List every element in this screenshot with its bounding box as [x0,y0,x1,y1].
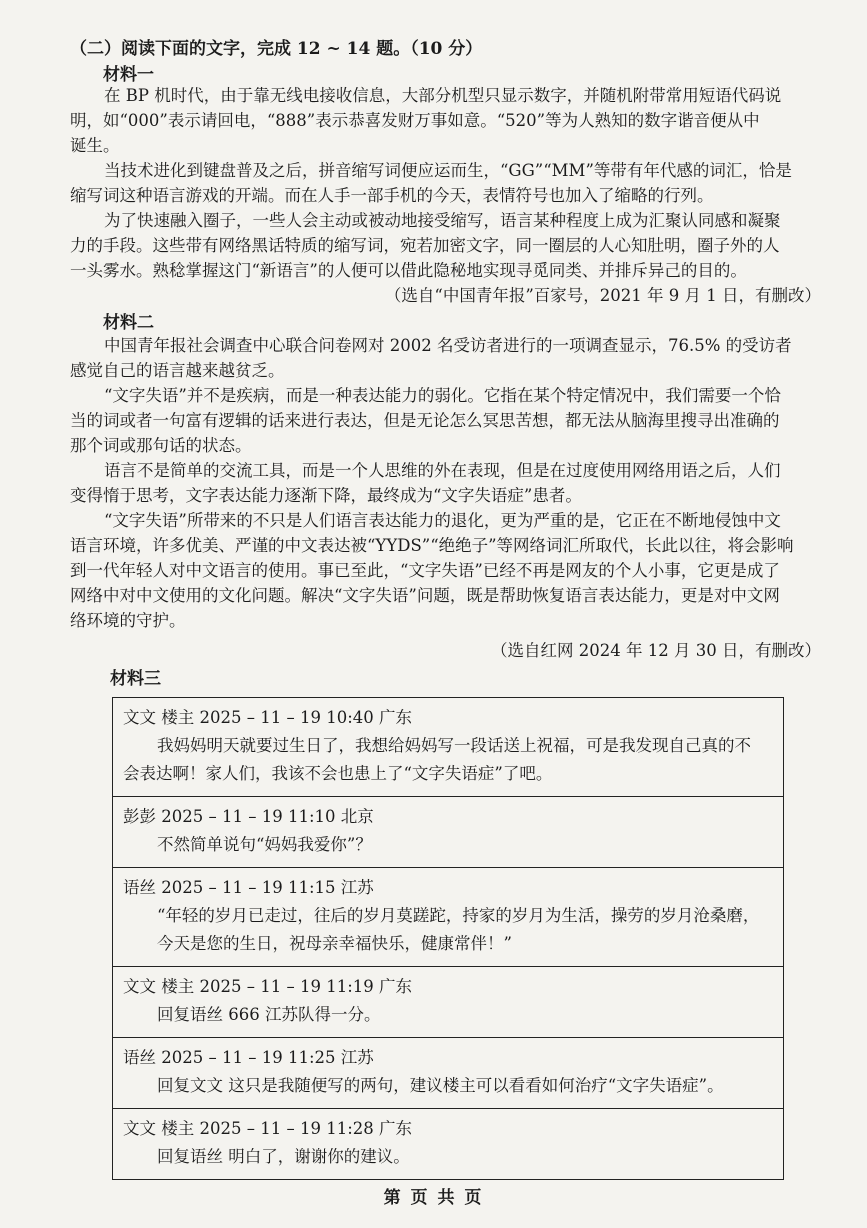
material2-line: 网络中对中文使用的文化问题。解决“文字失语”问题，既是帮助恢复语言表达能力，更是对中文网 [70,586,780,605]
material2-line: 到一代年轻人对中文语言的使用。事已至此，“文字失语”已经不再是网友的个人小事，它更是成了 [70,561,780,580]
material2-line: 当的词或者一句富有逻辑的话来进行表达，但是无论怎么冥思苦想，都无法从脑海里搜寻出准确的 [70,411,780,430]
material2-line: 语言环境，许多优美、严谨的中文表达被“YYDS”“绝绝子”等网络词汇所取代，长此以往，将会影响 [70,536,794,555]
material1-line: 为了快速融入圈子，一些人会主动或被动地接受缩写，语言某种程度上成为汇聚认同感和凝聚 [104,211,781,230]
post-text: 不然简单说句“妈妈我爱你”？ [157,835,372,854]
material1-line: 一头雾水。熟稔掌握这门“新语言”的人便可以借此隐秘地实现寻觅同类、并排斥异己的目的。 [70,261,747,280]
forum-post [113,698,784,797]
material1-line: 在 BP 机时代，由于靠无线电接收信息，大部分机型只显示数字，并随机附带常用短语代码说 [104,86,782,105]
forum-thread [112,697,784,1180]
material1-source: （选自“中国青年报”百家号，2021 年 9 月 1 日，有删改） [384,286,821,305]
material3-title: 材料三 [110,669,161,689]
material2-source: （选自红网 2024 年 12 月 30 日，有删改） [491,641,821,660]
material1-line: 当技术进化到键盘普及之后，拼音缩写词便应运而生，“GG”“MM”等带有年代感的词汇，恰是 [104,161,792,180]
page-footer: 第 页 共 页 [383,1188,484,1208]
post-meta: 文文 楼主 2025 – 11 – 19 11:19 广东 [123,977,412,996]
post-meta: 文文 楼主 2025 – 11 – 19 11:28 广东 [123,1119,412,1138]
post-meta: 文文 楼主 2025 – 11 – 19 10:40 广东 [123,708,412,727]
post-text: 回复语丝 明白了，谢谢你的建议。 [157,1147,410,1166]
post-text: 会表达啊！家人们，我该不会也患上了“文字失语症”了吧。 [123,764,553,783]
forum-post [113,868,784,967]
material2-line: 感觉自己的语言越来越贫乏。 [70,361,285,380]
post-text: 今天是您的生日，祝母亲幸福快乐，健康常伴！” [157,934,512,953]
post-meta: 彭彭 2025 – 11 – 19 11:10 北京 [123,807,374,826]
material2-line: 络环境的守护。 [70,611,186,630]
material2-line: 变得惰于思考，文字表达能力逐渐下降，最终成为“文字失语症”患者。 [70,486,582,505]
post-text: “年轻的岁月已走过，往后的岁月莫蹉跎，持家的岁月为生活，操劳的岁月沧桑磨， [157,906,760,925]
material1-line: 力的手段。这些带有网络黑话特质的缩写词，宛若加密文字，同一圈层的人心知肚明，圈子外的人 [70,236,780,255]
post-text: 回复文文 这只是我随便写的两句，建议楼主可以看看如何治疗“文字失语症”。 [157,1076,724,1095]
forum-post [113,1109,784,1180]
section-heading: （二）阅读下面的文字，完成 12 ~ 14 题。（10 分） [70,39,483,59]
post-text: 我妈妈明天就要过生日了，我想给妈妈写一段话送上祝福，可是我发现自己真的不 [157,736,751,755]
material2-title: 材料二 [103,313,154,333]
material1-line: 明，如“000”表示请回电，“888”表示恭喜发财万事如意。“520”等为人熟知的数字谐音便从中 [70,111,760,130]
material1-title: 材料一 [103,65,154,85]
forum-post [113,797,784,868]
material2-line: 中国青年报社会调查中心联合问卷网对 2002 名受访者进行的一项调查显示，76.5% 的受访者 [104,336,792,355]
post-meta: 语丝 2025 – 11 – 19 11:15 江苏 [123,878,374,897]
material1-line: 诞生。 [70,136,120,155]
material2-line: 那个词或那句话的状态。 [70,436,252,455]
forum-post [113,1038,784,1109]
post-text: 回复语丝 666 江苏队得一分。 [157,1005,381,1024]
material2-line: “文字失语”并不是疾病，而是一种表达能力的弱化。它指在某个特定情况中，我们需要一个恰 [104,386,781,405]
material1-line: 缩写词这种语言游戏的开端。而在人手一部手机的今天，表情符号也加入了缩略的行列。 [70,186,714,205]
material2-line: “文字失语”所带来的不只是人们语言表达能力的退化，更为严重的是，它正在不断地侵蚀中文 [104,511,781,530]
post-meta: 语丝 2025 – 11 – 19 11:25 江苏 [123,1048,374,1067]
material2-line: 语言不是简单的交流工具，而是一个人思维的外在表现，但是在过度使用网络用语之后，人们 [104,461,781,480]
forum-post [113,967,784,1038]
